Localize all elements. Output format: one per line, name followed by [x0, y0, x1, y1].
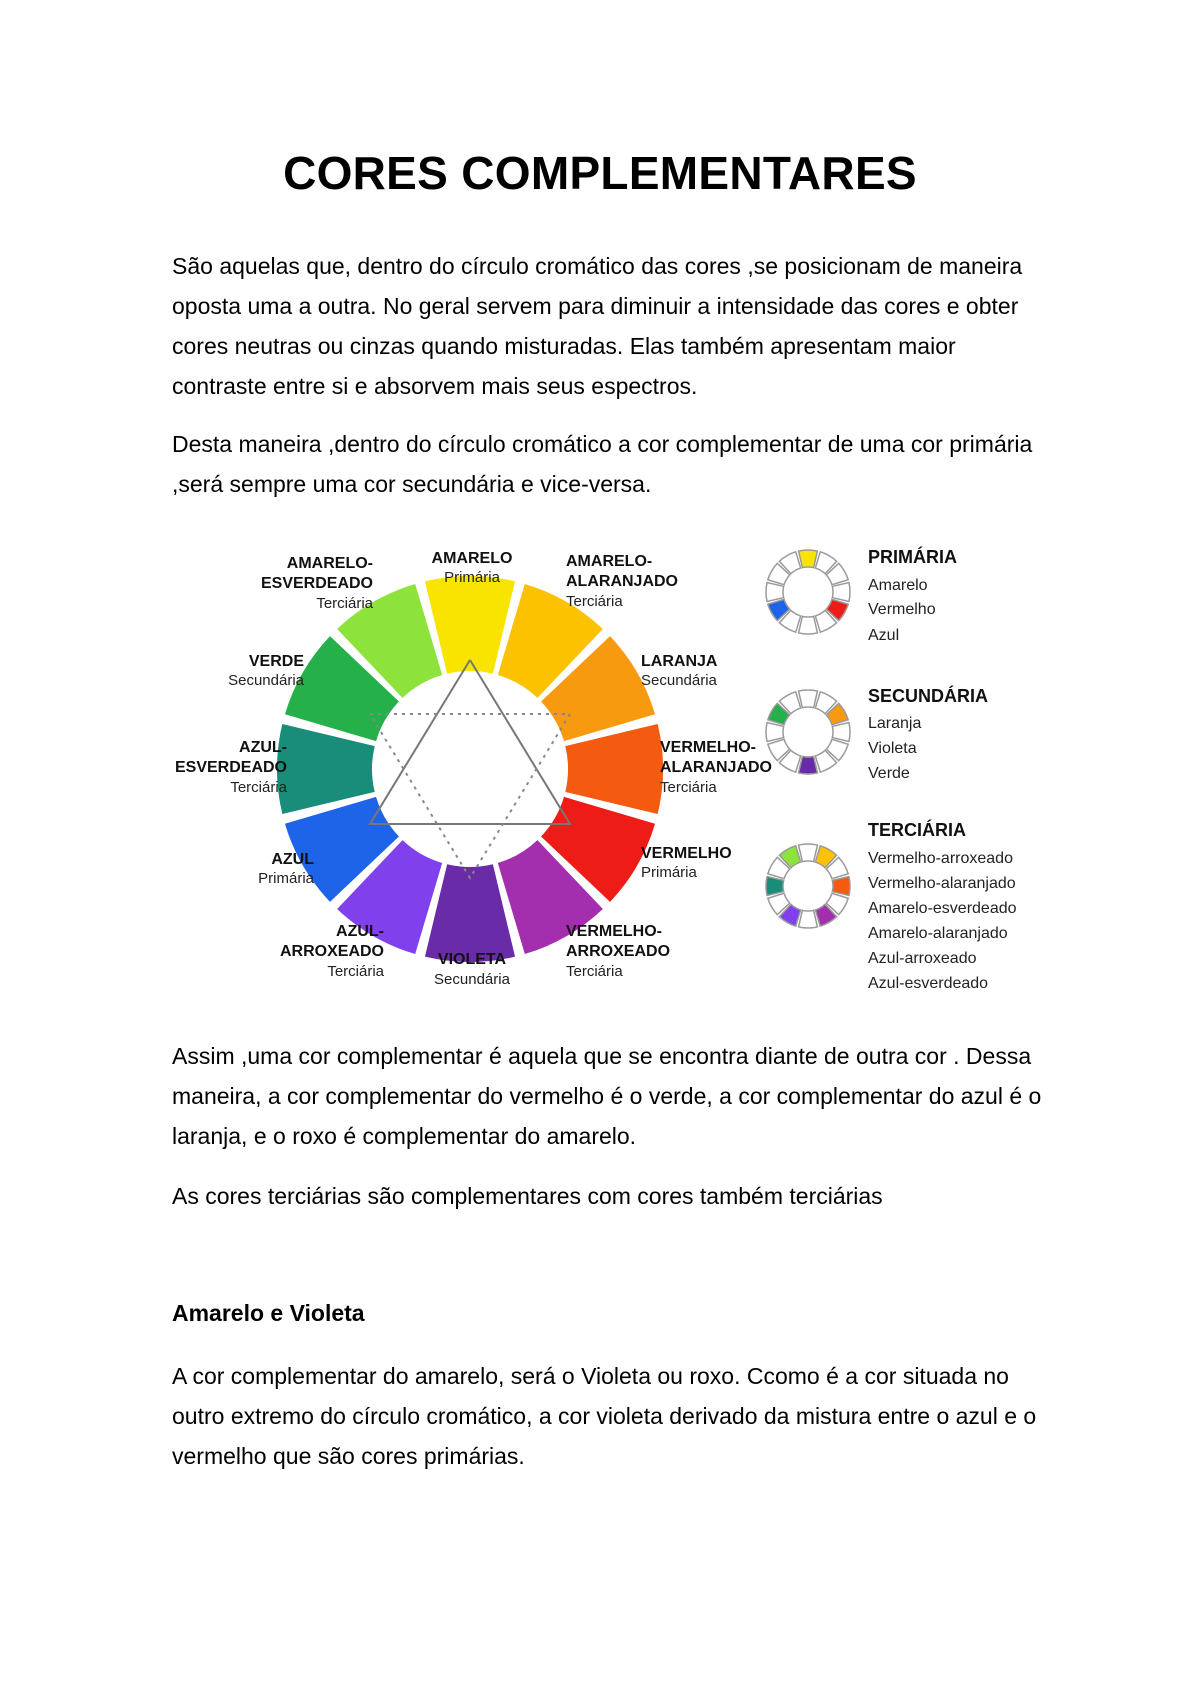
legend-heading: TERCIÁRIA: [868, 820, 966, 840]
color-wheel: [277, 576, 663, 962]
label-name: AMARELO-: [286, 555, 373, 572]
label-type: Terciária: [230, 779, 287, 796]
legend-item: Azul-arroxeado: [868, 950, 977, 967]
label-name: VERMELHO-: [566, 923, 662, 940]
legend-wheel-secundaria: [766, 690, 850, 774]
label-type: Primária: [258, 870, 314, 887]
label-name-2: ARROXEADO: [279, 943, 384, 960]
primary-secondary-paragraph: Desta maneira ,dentro do círculo cromático a cor complementar de uma cor primária ,será sempre uma cor secundária e vice-versa.: [172, 431, 1033, 497]
yellow-violet-paragraph: A cor complementar do amarelo, será o Violeta ou roxo. Ccomo é a cor situada no outro extremo do círculo cromático, a cor violeta derivado da mistura entre o azul e o vermelho que são cores primárias.: [172, 1363, 1037, 1469]
legend-secundaria: [868, 685, 988, 782]
wheel-label-vermelho-arroxeado: [566, 923, 670, 980]
legend-segment-violeta: [799, 616, 818, 634]
wheel-label-violeta: [434, 951, 511, 988]
legend-heading: SECUNDÁRIA: [868, 686, 989, 706]
label-name: VERMELHO: [641, 845, 732, 862]
wheel-label-verde: [228, 653, 305, 689]
legend-item: Amarelo: [868, 577, 928, 594]
legend-terciaria: [868, 819, 1017, 992]
legend-segment-violeta: [799, 756, 818, 774]
tertiary-paragraph: As cores terciárias são complementares com cores também terciárias: [172, 1183, 883, 1209]
legend-segment-violeta: [799, 910, 818, 928]
legend-segment-vermelho-alaranjado: [832, 877, 850, 896]
section-heading: Amarelo e Violeta: [172, 1300, 365, 1326]
legend-item: Laranja: [868, 715, 922, 732]
legend-primaria: [868, 546, 957, 644]
legend-item: Vermelho: [868, 601, 936, 618]
wheel-segment-vermelho-alaranjado: [565, 724, 663, 814]
wheel-label-laranja: [641, 653, 718, 689]
page-title: CORES COMPLEMENTARES: [283, 147, 917, 199]
label-name-2: ARROXEADO: [566, 943, 671, 960]
wheel-segment-azul-esverdeado: [277, 724, 375, 814]
label-type: Terciária: [327, 963, 384, 980]
legend-segment-amarelo: [799, 690, 818, 708]
legend-item: Azul: [868, 627, 900, 644]
label-name: AZUL-: [239, 739, 287, 756]
legend-segment-azul-esverdeado: [766, 877, 784, 896]
label-name-2: ESVERDEADO: [174, 759, 287, 776]
complement-paragraph: Assim ,uma cor complementar é aquela que se encontra diante de outra cor . Dessa maneira, a cor complementar do vermelho é o verde, a cor complementar do azul é o laranja, e o roxo é complementar do amarelo.: [172, 1043, 1042, 1149]
label-name: AMARELO: [431, 550, 513, 567]
wheel-label-amarelo-esverdeado: [261, 555, 374, 612]
label-name: VIOLETA: [437, 951, 507, 968]
label-type: Terciária: [660, 779, 717, 796]
legend-segment-vermelho-alaranjado: [832, 583, 850, 602]
wheel-segment-amarelo: [425, 576, 515, 674]
legend-segment-amarelo: [799, 844, 818, 862]
label-type: Terciária: [316, 595, 373, 612]
label-type: Primária: [444, 569, 500, 586]
legend-wheel-primaria: [766, 550, 850, 634]
label-name-2: ALARANJADO: [660, 759, 772, 776]
wheel-label-azul-esverdeado: [175, 739, 288, 796]
label-type: Secundária: [434, 971, 510, 988]
intro-paragraph: São aquelas que, dentro do círculo cromático das cores ,se posicionam de maneira oposta uma a outra. No geral servem para diminuir a intensidade das cores e obter cores neutras ou cinzas quando misturadas. Elas também apresentam maior contraste entre si e absorvem mais seus espectros.: [172, 253, 1023, 399]
label-name-2: ESVERDEADO: [260, 575, 373, 592]
legend-item: Amarelo-esverdeado: [868, 900, 1017, 917]
label-type: Primária: [641, 864, 697, 881]
wheel-label-vermelho: [641, 845, 732, 881]
wheel-label-amarelo-alaranjado: [566, 553, 678, 610]
legend-wheel-terciaria: [766, 844, 850, 928]
legend-heading: PRIMÁRIA: [868, 547, 957, 567]
label-name: AZUL: [271, 851, 314, 868]
label-type: Secundária: [228, 672, 304, 689]
legend-segment-amarelo: [799, 550, 818, 568]
label-type: Secundária: [641, 672, 717, 689]
legend-segment-azul-esverdeado: [766, 723, 784, 742]
label-name-2: ALARANJADO: [566, 573, 678, 590]
legend-item: Azul-esverdeado: [868, 975, 989, 992]
label-name: VERMELHO-: [660, 739, 756, 756]
label-name: VERDE: [248, 653, 304, 670]
label-name: AZUL-: [336, 923, 384, 940]
label-type: Terciária: [566, 593, 623, 610]
legend-item: Vermelho-alaranjado: [868, 875, 1016, 892]
legend-segment-vermelho-alaranjado: [832, 723, 850, 742]
label-type: Terciária: [566, 963, 623, 980]
wheel-label-azul-arroxeado: [280, 923, 385, 980]
label-name: AMARELO-: [566, 553, 653, 570]
legend-item: Vermelho-arroxeado: [868, 850, 1013, 867]
legend-item: Amarelo-alaranjado: [868, 925, 1008, 942]
legend-item: Violeta: [868, 740, 917, 757]
legend-segment-azul-esverdeado: [766, 583, 784, 602]
label-name: LARANJA: [641, 653, 718, 670]
wheel-label-vermelho-alaranjado: [660, 739, 772, 796]
legend-item: Verde: [868, 765, 910, 782]
